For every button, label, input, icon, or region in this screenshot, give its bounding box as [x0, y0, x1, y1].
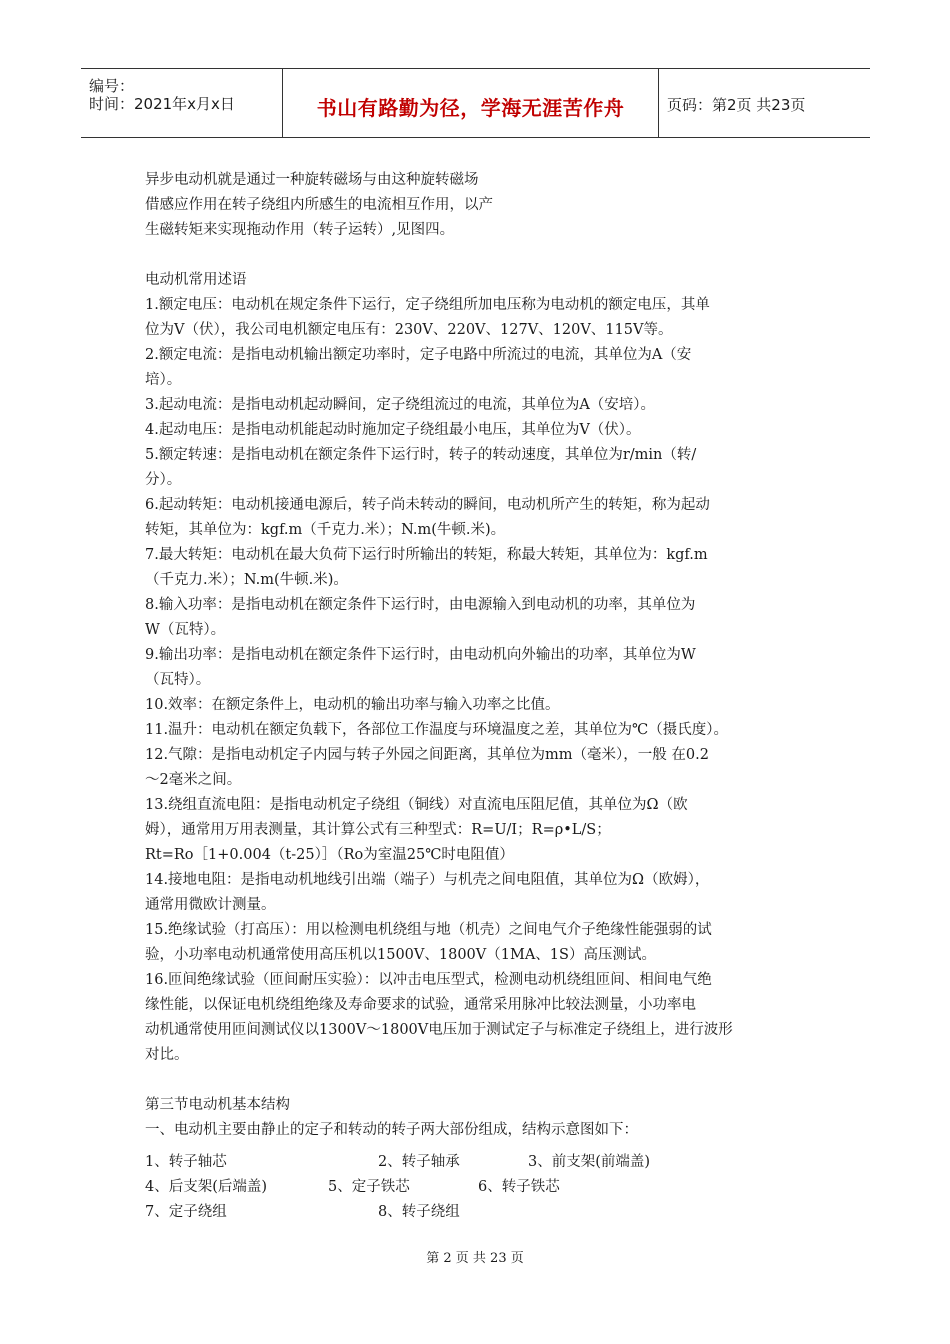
- body-line: 动机通常使用匝间测试仪以1300V～1800V电压加于测试定子与标准定子绕组上，进行波形: [145, 1022, 733, 1038]
- body-line: Rt=Ro［1+0.004（t-25）］（Ro为室温25℃时电阻值）: [145, 847, 514, 863]
- body-line: （千克力.米）；N.m(牛顿.米)。: [145, 572, 348, 588]
- page-header: [81, 68, 870, 138]
- number-label: 编号：: [89, 77, 135, 95]
- part-item: 5、定子铁芯: [328, 1179, 410, 1195]
- body-line: 4.起动电压：是指电动机能起动时施加定子绕组最小电压，其单位为V（伏）。: [145, 422, 641, 438]
- body-line: 10.效率：在额定条件上，电动机的输出功率与输入功率之比值。: [145, 697, 560, 713]
- motto: 书山有路勤为径，学海无涯苦作舟: [316, 96, 625, 120]
- body-line: 转矩，其单位为：kgf.m（千克力.米）；N.m(牛顿.米)。: [145, 522, 506, 538]
- body-line: 验，小功率电动机通常使用高压机以1500V、1800V（1MA、1S）高压测试。: [145, 947, 656, 963]
- section-heading: 第三节电动机基本结构: [145, 1097, 290, 1113]
- body-line: 借感应作用在转子绕组内所感生的电流相互作用，以产: [145, 197, 493, 213]
- body-line: 一、电动机主要由静止的定子和转动的转子两大部份组成，结构示意图如下：: [145, 1122, 638, 1138]
- header-meta-cell: [81, 69, 283, 137]
- body-line: 生磁转矩来实现拖动作用（转子运转）,见图四。: [145, 222, 455, 238]
- part-item: 8、转子绕组: [378, 1204, 460, 1220]
- body-line: 11.温升：电动机在额定负载下，各部位工作温度与环境温度之差，其单位为℃（摄氏度）。: [145, 722, 729, 738]
- body-line: 对比。: [145, 1047, 189, 1063]
- body-line: 14.接地电阻：是指电动机地线引出端（端子）与机壳之间电阻值，其单位为Ω（欧姆），: [145, 872, 710, 888]
- part-item: 3、前支架(前端盖): [528, 1154, 651, 1170]
- page-footer: 第 2 页 共 23 页: [426, 1251, 524, 1266]
- part-item: 7、定子绕组: [145, 1204, 227, 1220]
- body-line: （瓦特）。: [145, 672, 211, 688]
- body-line: 缘性能，以保证电机绕组绝缘及寿命要求的试验，通常采用脉冲比较法测量，小功率电: [145, 997, 696, 1013]
- body-line: 16.匝间绝缘试验（匝间耐压实验）：以冲击电压型式，检测电动机绕组匝间、相间电气绝: [145, 972, 712, 988]
- time-label: 时间：2021年x月x日: [89, 95, 235, 113]
- body-line: 分）。: [145, 472, 182, 488]
- body-line: 15.绝缘试验（打高压）：用以检测电机绕组与地（机壳）之间电气介子绝缘性能强弱的试: [145, 922, 712, 938]
- header-motto-cell: [283, 69, 659, 137]
- body-line: ～2毫米之间。: [145, 772, 242, 788]
- body-line: 12.气隙：是指电动机定子内园与转子外园之间距离，其单位为mm（毫米），一般 在0.2: [145, 747, 709, 763]
- body-line: 异步电动机就是通过一种旋转磁场与由这种旋转磁场: [145, 172, 479, 188]
- body-line: 13.绕组直流电阻：是指电动机定子绕组（铜线）对直流电压阻尼值，其单位为Ω（欧: [145, 797, 688, 813]
- body-line: 8.输入功率：是指电动机在额定条件下运行时，由电源输入到电动机的功率，其单位为: [145, 597, 696, 613]
- body-line: W（瓦特）。: [145, 622, 226, 638]
- body-line: 通常用微欧计测量。: [145, 897, 276, 913]
- header-page-label: 页码：第2页 共23页: [667, 96, 806, 114]
- body-line: 培）。: [145, 372, 182, 388]
- body-line: 2.额定电流：是指电动机输出额定功率时，定子电路中所流过的电流，其单位为A（安: [145, 347, 692, 363]
- body-line: 1.额定电压：电动机在规定条件下运行，定子绕组所加电压称为电动机的额定电压，其单: [145, 297, 710, 313]
- body-line: 7.最大转矩：电动机在最大负荷下运行时所输出的转矩，称最大转矩，其单位为：kgf.m: [145, 547, 708, 563]
- body-line: 姆），通常用万用表测量，其计算公式有三种型式：R=U/I；R=ρ•L/S；: [145, 822, 611, 838]
- body-line: 位为V（伏），我公司电机额定电压有：230V、220V、127V、120V、115V等。: [145, 322, 673, 338]
- body-line: 5.额定转速：是指电动机在额定条件下运行时，转子的转动速度，其单位为r/min（转/: [145, 447, 697, 463]
- section-heading: 电动机常用述语: [145, 272, 247, 288]
- header-page-cell: [659, 69, 870, 137]
- part-item: 1、转子轴芯: [145, 1154, 227, 1170]
- part-item: 6、转子铁芯: [478, 1179, 560, 1195]
- body-line: 6.起动转矩：电动机接通电源后，转子尚未转动的瞬间，电动机所产生的转矩，称为起动: [145, 497, 710, 513]
- part-item: 2、转子轴承: [378, 1154, 460, 1170]
- part-item: 4、后支架(后端盖): [145, 1179, 268, 1195]
- body-line: 3.起动电流：是指电动机起动瞬间，定子绕组流过的电流，其单位为A（安培）。: [145, 397, 656, 413]
- body-line: 9.输出功率：是指电动机在额定条件下运行时，由电动机向外输出的功率，其单位为W: [145, 647, 696, 663]
